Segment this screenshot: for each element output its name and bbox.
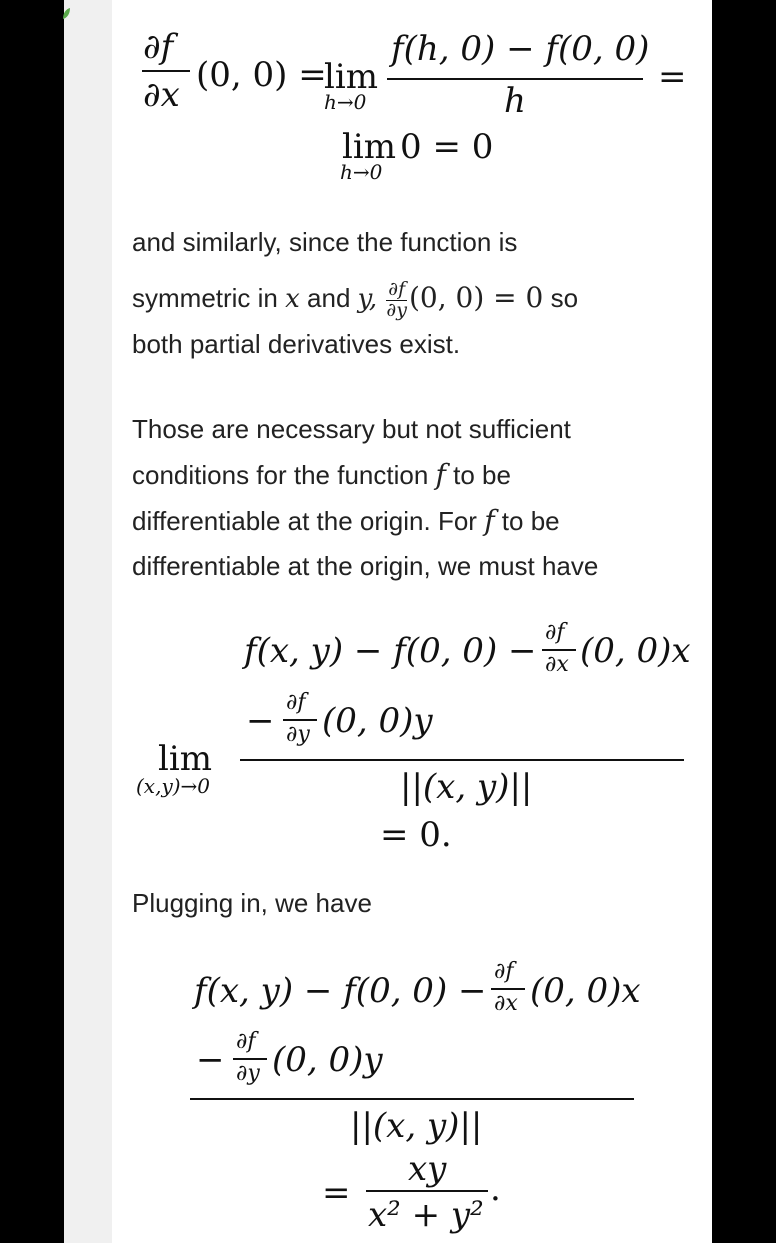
variable-x: x xyxy=(285,284,300,314)
partial-y-fraction xyxy=(386,277,407,321)
limit-operator-2: lim xyxy=(342,127,396,167)
period: . xyxy=(490,1169,501,1209)
text-fragment: to be xyxy=(453,460,511,490)
difference-quotient-bar xyxy=(387,78,643,80)
partial-y-denominator: ∂y xyxy=(236,1061,260,1086)
inline-expression: (0, 0) = 0 xyxy=(408,281,544,314)
rhs-denominator: x² + y² xyxy=(368,1195,484,1235)
variable-y: y, xyxy=(357,284,378,314)
text-fragment: and xyxy=(307,283,351,313)
numerator-line-2-tail: (0, 0)y xyxy=(322,701,433,741)
text-line: differentiable at the origin, we must have xyxy=(132,551,599,581)
text-fragment: differentiable at the origin. For xyxy=(132,506,477,536)
text-line xyxy=(132,452,692,498)
variable-f: f xyxy=(435,458,446,491)
text-line: both partial derivatives exist. xyxy=(132,329,461,359)
text-line xyxy=(132,275,692,322)
fraction-denominator: ∂y xyxy=(386,298,407,321)
partial-y-bar xyxy=(283,719,317,721)
partial-x-numerator: ∂f xyxy=(545,620,565,645)
main-fraction-bar xyxy=(240,759,684,761)
text-fragment: to be xyxy=(501,506,560,536)
partial-x-denominator: ∂x xyxy=(545,652,569,677)
limit-result: = 0. xyxy=(380,815,452,855)
numerator-line-1: f(x, y) − f(0, 0) − xyxy=(194,971,487,1011)
text-fragment: symmetric in xyxy=(132,283,278,313)
limit-subscript: h→0 xyxy=(324,90,367,114)
difference-quotient-denominator: h xyxy=(504,81,526,121)
numerator-line-1-tail: (0, 0)x xyxy=(580,631,691,671)
equals-sign: = xyxy=(658,57,687,97)
partial-x-denominator: ∂x xyxy=(494,991,518,1016)
norm-denominator: ||(x, y)|| xyxy=(400,767,533,807)
limit-operator: lim xyxy=(158,739,212,779)
paragraph-symmetry xyxy=(132,220,692,367)
partial-denominator: ∂x xyxy=(143,75,180,115)
fraction-numerator: ∂f xyxy=(388,277,406,300)
limit-value: 0 = 0 xyxy=(400,127,494,167)
numerator-line-1: f(x, y) − f(0, 0) − xyxy=(244,631,537,671)
partial-x-bar xyxy=(491,988,525,990)
text-fragment: so xyxy=(550,283,579,313)
partial-y-bar xyxy=(233,1058,267,1060)
limit-subscript-2: h→0 xyxy=(340,160,383,184)
numerator-line-2-tail: (0, 0)y xyxy=(272,1040,383,1080)
partial-fraction-bar xyxy=(142,70,190,72)
difference-quotient-numerator: f(h, 0) − f(0, 0) xyxy=(391,29,650,69)
text-line: Plugging in, we have xyxy=(132,888,372,918)
numerator-line-1-tail: (0, 0)x xyxy=(530,971,641,1011)
leaf-icon xyxy=(62,7,71,20)
evaluation-point: (0, 0) = xyxy=(196,55,327,95)
partial-x-bar xyxy=(542,649,576,651)
paragraph-plugging-in xyxy=(132,881,692,926)
minus-sign: − xyxy=(196,1040,225,1080)
partial-y-denominator: ∂y xyxy=(286,722,310,747)
rhs-fraction-bar xyxy=(366,1190,488,1192)
partial-y-numerator: ∂f xyxy=(236,1029,256,1054)
partial-numerator: ∂f xyxy=(143,27,174,67)
answer-content-panel xyxy=(64,0,712,1243)
partial-y-numerator: ∂f xyxy=(286,690,306,715)
rhs-numerator: xy xyxy=(408,1149,447,1189)
text-line xyxy=(132,498,692,544)
text-line: and similarly, since the function is xyxy=(132,227,518,257)
norm-denominator: ||(x, y)|| xyxy=(350,1106,483,1146)
limit-subscript: (x,y)→0 xyxy=(136,774,211,798)
partial-x-numerator: ∂f xyxy=(494,959,514,984)
limit-operator: lim xyxy=(324,57,378,97)
minus-sign: − xyxy=(246,701,275,741)
text-line: Those are necessary but not sufficient xyxy=(132,414,571,444)
main-fraction-bar xyxy=(190,1098,634,1100)
variable-f: f xyxy=(484,504,495,537)
paragraph-differentiability xyxy=(132,407,692,589)
equals-sign: = xyxy=(322,1173,351,1213)
text-fragment: conditions for the function xyxy=(132,460,429,490)
left-margin-strip xyxy=(64,0,112,1243)
